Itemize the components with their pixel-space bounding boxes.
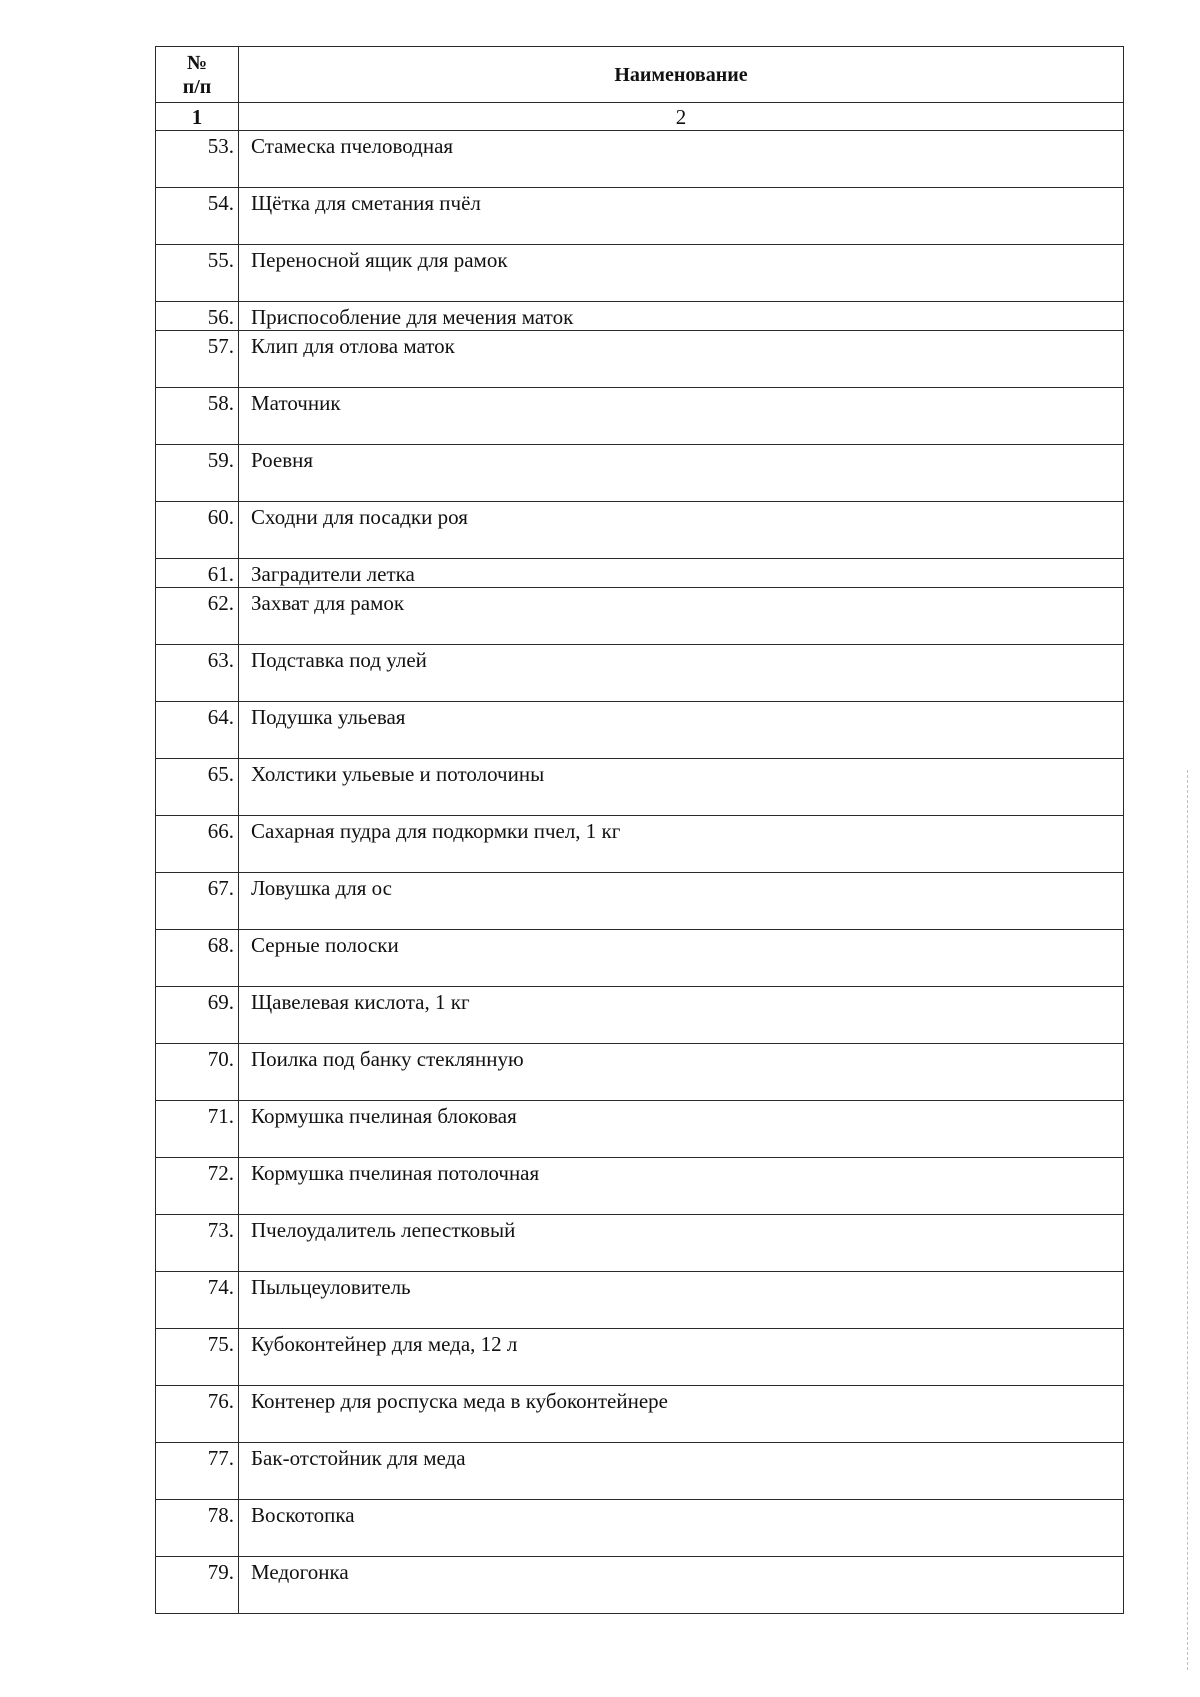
row-number: 71. bbox=[156, 1101, 239, 1158]
row-name: Приспособление для мечения маток bbox=[239, 302, 1124, 331]
row-name: Маточник bbox=[239, 388, 1124, 445]
table-row bbox=[156, 388, 1124, 445]
scan-edge-mark bbox=[1187, 770, 1188, 1670]
row-name: Кормушка пчелиная потолочная bbox=[239, 1158, 1124, 1215]
row-name: Пчелоудалитель лепестковый bbox=[239, 1215, 1124, 1272]
table-row bbox=[156, 302, 1124, 331]
table-row bbox=[156, 1158, 1124, 1215]
row-name: Щавелевая кислота, 1 кг bbox=[239, 987, 1124, 1044]
row-name: Бак-отстойник для меда bbox=[239, 1443, 1124, 1500]
row-name: Щётка для сметания пчёл bbox=[239, 188, 1124, 245]
row-number: 79. bbox=[156, 1557, 239, 1614]
table-row bbox=[156, 759, 1124, 816]
table-row bbox=[156, 188, 1124, 245]
table-row bbox=[156, 987, 1124, 1044]
row-name: Заградители летка bbox=[239, 559, 1124, 588]
row-number: 73. bbox=[156, 1215, 239, 1272]
column-index-2: 2 bbox=[239, 103, 1124, 131]
row-number: 78. bbox=[156, 1500, 239, 1557]
table-row bbox=[156, 445, 1124, 502]
table-row bbox=[156, 1500, 1124, 1557]
row-number: 62. bbox=[156, 588, 239, 645]
row-number: 70. bbox=[156, 1044, 239, 1101]
header-number-abbr: п/п bbox=[182, 75, 212, 98]
table-row bbox=[156, 331, 1124, 388]
table-row bbox=[156, 559, 1124, 588]
header-number-symbol: № bbox=[186, 51, 208, 74]
table-row bbox=[156, 1215, 1124, 1272]
row-name: Подушка ульевая bbox=[239, 702, 1124, 759]
table-row bbox=[156, 1329, 1124, 1386]
header-number-cell bbox=[156, 47, 239, 103]
row-number: 64. bbox=[156, 702, 239, 759]
row-name: Переносной ящик для рамок bbox=[239, 245, 1124, 302]
table-row bbox=[156, 816, 1124, 873]
table-row bbox=[156, 645, 1124, 702]
row-number: 55. bbox=[156, 245, 239, 302]
column-index-row bbox=[156, 103, 1124, 131]
row-number: 63. bbox=[156, 645, 239, 702]
row-name: Холстики ульевые и потолочины bbox=[239, 759, 1124, 816]
row-name: Пыльцеуловитель bbox=[239, 1272, 1124, 1329]
row-number: 61. bbox=[156, 559, 239, 588]
row-name: Сахарная пудра для подкормки пчел, 1 кг bbox=[239, 816, 1124, 873]
row-number: 59. bbox=[156, 445, 239, 502]
table-row bbox=[156, 1044, 1124, 1101]
row-name: Поилка под банку стеклянную bbox=[239, 1044, 1124, 1101]
row-number: 53. bbox=[156, 131, 239, 188]
table-row bbox=[156, 1557, 1124, 1614]
row-name: Серные полоски bbox=[239, 930, 1124, 987]
table-row bbox=[156, 245, 1124, 302]
row-number: 65. bbox=[156, 759, 239, 816]
table-row bbox=[156, 702, 1124, 759]
table-row bbox=[156, 1443, 1124, 1500]
items-table bbox=[155, 46, 1124, 1614]
row-number: 76. bbox=[156, 1386, 239, 1443]
row-name: Медогонка bbox=[239, 1557, 1124, 1614]
row-name: Сходни для посадки роя bbox=[239, 502, 1124, 559]
row-name: Кубоконтейнер для меда, 12 л bbox=[239, 1329, 1124, 1386]
row-number: 60. bbox=[156, 502, 239, 559]
row-number: 58. bbox=[156, 388, 239, 445]
table-row bbox=[156, 1386, 1124, 1443]
table-body bbox=[156, 131, 1124, 1614]
row-name: Захват для рамок bbox=[239, 588, 1124, 645]
row-name: Роевня bbox=[239, 445, 1124, 502]
row-name: Клип для отлова маток bbox=[239, 331, 1124, 388]
row-name: Ловушка для ос bbox=[239, 873, 1124, 930]
row-number: 72. bbox=[156, 1158, 239, 1215]
row-number: 57. bbox=[156, 331, 239, 388]
row-name: Стамеска пчеловодная bbox=[239, 131, 1124, 188]
table-header-row bbox=[156, 47, 1124, 103]
table-row bbox=[156, 131, 1124, 188]
row-name: Контенер для роспуска меда в кубоконтейнере bbox=[239, 1386, 1124, 1443]
header-name-cell: Наименование bbox=[239, 47, 1124, 103]
row-number: 77. bbox=[156, 1443, 239, 1500]
row-name: Воскотопка bbox=[239, 1500, 1124, 1557]
table-row bbox=[156, 1272, 1124, 1329]
row-number: 56. bbox=[156, 302, 239, 331]
table-row bbox=[156, 1101, 1124, 1158]
row-name: Подставка под улей bbox=[239, 645, 1124, 702]
row-number: 66. bbox=[156, 816, 239, 873]
row-number: 69. bbox=[156, 987, 239, 1044]
row-number: 54. bbox=[156, 188, 239, 245]
row-name: Кормушка пчелиная блоковая bbox=[239, 1101, 1124, 1158]
table-row bbox=[156, 588, 1124, 645]
row-number: 74. bbox=[156, 1272, 239, 1329]
table-row bbox=[156, 930, 1124, 987]
table-row bbox=[156, 502, 1124, 559]
table-row bbox=[156, 873, 1124, 930]
column-index-1: 1 bbox=[156, 103, 239, 131]
row-number: 75. bbox=[156, 1329, 239, 1386]
row-number: 68. bbox=[156, 930, 239, 987]
row-number: 67. bbox=[156, 873, 239, 930]
